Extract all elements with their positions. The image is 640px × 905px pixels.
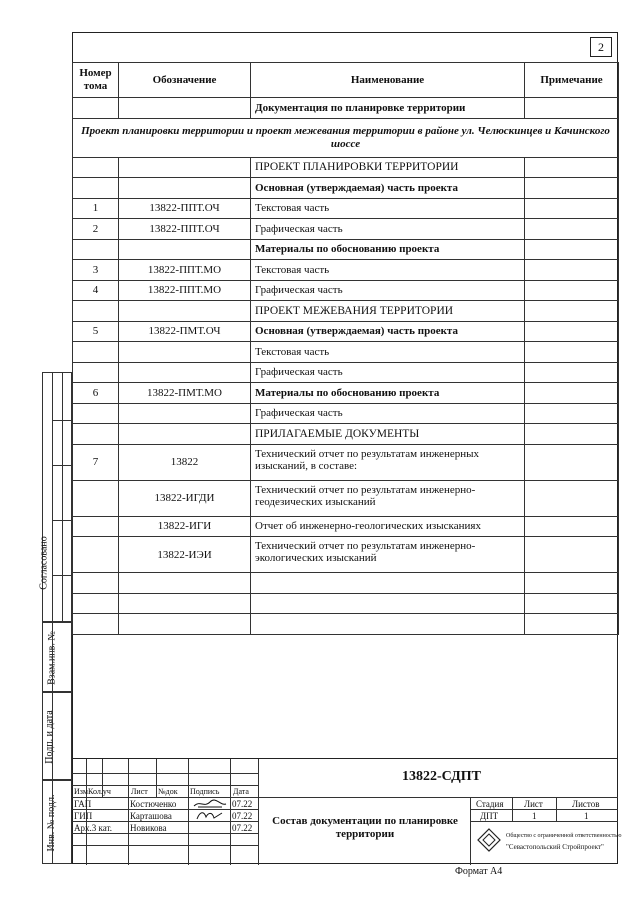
- table-row: [73, 198, 619, 219]
- signature-1: [192, 798, 228, 809]
- row-name: Текстовая часть: [251, 198, 525, 219]
- row-designation: [119, 301, 251, 322]
- signature-2: [194, 809, 226, 821]
- title-block: [72, 758, 622, 865]
- sheets-value: 1: [584, 811, 589, 821]
- role-gap: ГАП: [74, 799, 92, 809]
- col-header-kolch: Кол.уч: [88, 787, 111, 796]
- row-note: [525, 537, 619, 573]
- margin-inv-repl-box: [42, 622, 72, 692]
- stage-value: ДПТ: [480, 811, 499, 821]
- table-row: [73, 444, 619, 480]
- row-name: Материалы по обоснованию проекта: [251, 239, 525, 260]
- row-volume: [73, 403, 119, 424]
- row-name: Текстовая часть: [251, 260, 525, 281]
- col-header-sign: Подпись: [190, 787, 220, 796]
- table-row: [73, 342, 619, 363]
- table-row: [73, 593, 619, 614]
- row-note: [525, 321, 619, 342]
- row-designation: [119, 342, 251, 363]
- row-name: Технический отчет по результатам инженерно-экологических изысканий: [251, 537, 525, 573]
- row-name: Графическая часть: [251, 403, 525, 424]
- row-volume: [73, 516, 119, 537]
- doc-code: 13822-СДПТ: [402, 769, 481, 784]
- row-volume: 3: [73, 260, 119, 281]
- row-name: ПРОЕКТ МЕЖЕВАНИЯ ТЕРРИТОРИИ: [251, 301, 525, 322]
- row-designation: [119, 593, 251, 614]
- margin-inv-orig-label: Инв. № подл.: [45, 794, 57, 852]
- margin-inv-repl-label: Взам.инв. №: [46, 631, 58, 685]
- row-name: [251, 593, 525, 614]
- row-volume: [73, 157, 119, 178]
- margin-agreed-label: Согласовано: [38, 536, 50, 590]
- row-volume: [73, 614, 119, 635]
- company-line2: "Севастопольский Стройпроект": [506, 843, 604, 851]
- row-volume: 4: [73, 280, 119, 301]
- row-volume: [73, 362, 119, 383]
- project-title: Проект планировки территории и проект межевания территории в районе ул. Челюскинцев и Качинского шоссе: [73, 118, 619, 157]
- row-volume: 6: [73, 383, 119, 404]
- row-note: [525, 178, 619, 199]
- table-header-row: [73, 63, 619, 98]
- row-name: Технический отчет по результатам инженерно-геодезических изысканий: [251, 480, 525, 516]
- row-designation: [119, 403, 251, 424]
- row-note: [525, 614, 619, 635]
- table-row: [73, 573, 619, 594]
- table-row: [73, 424, 619, 445]
- contents-table: [72, 62, 619, 635]
- role-gip: ГИП: [74, 811, 93, 821]
- row-designation: 13822-ППТ.МО: [119, 280, 251, 301]
- row-note: [525, 424, 619, 445]
- row-designation: 13822-ИГИ: [119, 516, 251, 537]
- row-note: [525, 219, 619, 240]
- company-line1: Общество с ограниченной ответственностью: [506, 833, 622, 839]
- row-volume: 2: [73, 219, 119, 240]
- row-designation: 13822: [119, 444, 251, 480]
- row-note: [525, 383, 619, 404]
- row-volume: 7: [73, 444, 119, 480]
- row-note: [525, 444, 619, 480]
- row-designation: 13822-ППТ.ОЧ: [119, 219, 251, 240]
- row-name: Основная (утверждаемая) часть проекта: [251, 321, 525, 342]
- row-note: [525, 198, 619, 219]
- row-name: Графическая часть: [251, 362, 525, 383]
- table-row: [73, 362, 619, 383]
- row-note: [525, 516, 619, 537]
- row-volume: [73, 424, 119, 445]
- page-number: 2: [590, 37, 612, 57]
- format-label: Формат А4: [455, 866, 503, 877]
- sheet-title: Состав документации по планировке территории: [272, 815, 458, 840]
- col-header-izm: Изм: [74, 787, 88, 796]
- row-volume: [73, 593, 119, 614]
- margin-inv-orig-box: [42, 780, 72, 864]
- row-designation: 13822-ППТ.ОЧ: [119, 198, 251, 219]
- table-row: [73, 321, 619, 342]
- name-arch: Новикова: [130, 823, 167, 833]
- row-note: [525, 301, 619, 322]
- stage-label: Стадия: [476, 799, 504, 809]
- row-name: ПРОЕКТ ПЛАНИРОВКИ ТЕРРИТОРИИ: [251, 157, 525, 178]
- row-note: [525, 157, 619, 178]
- row-volume: [73, 573, 119, 594]
- row-note: [525, 260, 619, 281]
- row-volume: 5: [73, 321, 119, 342]
- role-arch: Арх.3 кат.: [74, 823, 113, 833]
- header-volume: Номер тома: [73, 63, 119, 98]
- section-title: Документация по планировке территории: [251, 98, 525, 119]
- row-designation: 13822-ИГДИ: [119, 480, 251, 516]
- row-volume: [73, 480, 119, 516]
- sheet-label: Лист: [524, 799, 543, 809]
- row-volume: [73, 537, 119, 573]
- header-note: Примечание: [525, 63, 619, 98]
- row-note: [525, 593, 619, 614]
- row-name: Текстовая часть: [251, 342, 525, 363]
- name-gap: Костюченко: [130, 799, 177, 809]
- row-name: [251, 573, 525, 594]
- table-row: [73, 614, 619, 635]
- row-name: Отчет об инженерно-геологических изысканиях: [251, 516, 525, 537]
- row-name: Материалы по обоснованию проекта: [251, 383, 525, 404]
- table-row: [73, 219, 619, 240]
- row-name: ПРИЛАГАЕМЫЕ ДОКУМЕНТЫ: [251, 424, 525, 445]
- date-arch: 07.22: [232, 823, 253, 833]
- name-gip: Карташова: [130, 811, 172, 821]
- table-row: [73, 280, 619, 301]
- row-designation: 13822-ИЭИ: [119, 537, 251, 573]
- row-volume: [73, 301, 119, 322]
- table-row: [73, 260, 619, 281]
- table-row: [73, 516, 619, 537]
- table-row: [73, 178, 619, 199]
- header-designation: Обозначение: [119, 63, 251, 98]
- table-row: [73, 537, 619, 573]
- margin-agreed-box: [38, 372, 72, 622]
- company-logo-icon: [476, 827, 502, 853]
- row-volume: 1: [73, 198, 119, 219]
- row-name: Основная (утверждаемая) часть проекта: [251, 178, 525, 199]
- row-designation: [119, 239, 251, 260]
- row-volume: [73, 342, 119, 363]
- row-designation: [119, 614, 251, 635]
- table-row: [73, 480, 619, 516]
- row-note: [525, 342, 619, 363]
- row-name: Графическая часть: [251, 280, 525, 301]
- row-note: [525, 480, 619, 516]
- table-row: [73, 239, 619, 260]
- row-designation: [119, 362, 251, 383]
- col-header-list: Лист: [131, 787, 148, 796]
- margin-sign-date-box: [42, 692, 72, 780]
- row-designation: [119, 573, 251, 594]
- section-row: [73, 98, 619, 119]
- table-row: [73, 403, 619, 424]
- col-header-date: Дата: [233, 787, 249, 796]
- row-designation: [119, 178, 251, 199]
- row-note: [525, 239, 619, 260]
- table-row: [73, 383, 619, 404]
- row-volume: [73, 239, 119, 260]
- project-row: [73, 118, 619, 157]
- row-note: [525, 573, 619, 594]
- row-note: [525, 403, 619, 424]
- date-gip: 07.22: [232, 811, 253, 821]
- row-name: [251, 614, 525, 635]
- margin-sign-date-label: Подп. и дата: [44, 710, 56, 764]
- row-designation: [119, 424, 251, 445]
- row-name: Технический отчет по результатам инженерных изысканий, в составе:: [251, 444, 525, 480]
- row-designation: 13822-ПМТ.ОЧ: [119, 321, 251, 342]
- sheets-label: Листов: [572, 799, 600, 809]
- row-volume: [73, 178, 119, 199]
- row-note: [525, 362, 619, 383]
- header-name: Наименование: [251, 63, 525, 98]
- row-note: [525, 280, 619, 301]
- date-gap: 07.22: [232, 799, 253, 809]
- table-row: [73, 157, 619, 178]
- sheet-value: 1: [532, 811, 537, 821]
- row-designation: 13822-ППТ.МО: [119, 260, 251, 281]
- row-designation: [119, 157, 251, 178]
- row-name: Графическая часть: [251, 219, 525, 240]
- col-header-ndoc: №док: [158, 787, 178, 796]
- row-designation: 13822-ПМТ.МО: [119, 383, 251, 404]
- table-row: [73, 301, 619, 322]
